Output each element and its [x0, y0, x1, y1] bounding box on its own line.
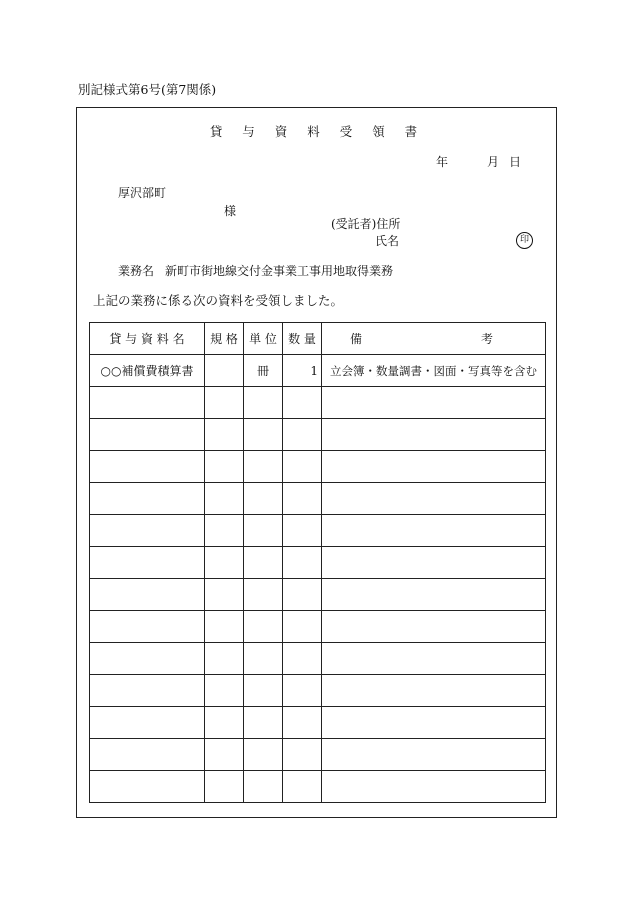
table-row [90, 451, 546, 483]
remarks-cell [322, 643, 546, 675]
table-row [90, 483, 546, 515]
material-name-cell [90, 675, 205, 707]
material-name-cell [90, 643, 205, 675]
quantity-cell [283, 387, 322, 419]
seal-mark-icon: 印 [516, 232, 533, 249]
table-row [90, 771, 546, 803]
material-name-cell [90, 483, 205, 515]
material-name-cell [90, 739, 205, 771]
form-label: 別記様式第6号(第7関係) [78, 82, 217, 97]
unit-cell [244, 739, 283, 771]
remarks-cell [322, 771, 546, 803]
material-name-cell [90, 515, 205, 547]
quantity-cell [283, 419, 322, 451]
unit-cell [244, 643, 283, 675]
unit-cell [244, 675, 283, 707]
unit-cell: 冊 [244, 355, 283, 387]
table-row [90, 643, 546, 675]
trustee-name-label: 氏名 [375, 234, 400, 248]
remarks-cell [322, 387, 546, 419]
material-name-cell [90, 771, 205, 803]
table-row [90, 419, 546, 451]
header-remarks-part-1: 備 [350, 332, 363, 346]
header-remarks-part-2: 考 [480, 332, 493, 346]
quantity-cell [283, 579, 322, 611]
project-label: 業務名 [118, 264, 155, 278]
header-quantity: 数 量 [283, 323, 322, 355]
remarks-cell [322, 515, 546, 547]
table-row [90, 675, 546, 707]
remarks-cell [322, 547, 546, 579]
unit-cell [244, 387, 283, 419]
quantity-cell [283, 451, 322, 483]
table-header-row [90, 323, 546, 355]
remarks-cell [322, 611, 546, 643]
remarks-cell [322, 451, 546, 483]
receipt-form [76, 107, 557, 818]
table-row [90, 387, 546, 419]
remarks-cell [322, 579, 546, 611]
spec-cell [205, 739, 244, 771]
header-spec: 規 格 [205, 323, 244, 355]
spec-cell [205, 611, 244, 643]
quantity-cell [283, 547, 322, 579]
remarks-cell [322, 675, 546, 707]
material-name-cell [90, 611, 205, 643]
unit-cell [244, 611, 283, 643]
material-name-cell: ○○補償費積算書 [90, 355, 205, 387]
spec-cell [205, 675, 244, 707]
unit-cell [244, 707, 283, 739]
table-row [90, 739, 546, 771]
spec-cell [205, 419, 244, 451]
spec-cell [205, 643, 244, 675]
quantity-cell [283, 483, 322, 515]
table-row [90, 579, 546, 611]
header-unit: 単 位 [244, 323, 283, 355]
table-row [90, 707, 546, 739]
unit-cell [244, 419, 283, 451]
unit-cell [244, 515, 283, 547]
spec-cell [205, 387, 244, 419]
quantity-cell [283, 739, 322, 771]
spec-cell [205, 515, 244, 547]
date-day-label: 日 [509, 155, 522, 169]
date-year-label: 年 [436, 155, 449, 169]
spec-cell [205, 707, 244, 739]
quantity-cell [283, 611, 322, 643]
header-material-name: 貸 与 資 料 名 [90, 323, 205, 355]
unit-cell [244, 771, 283, 803]
material-name-cell [90, 387, 205, 419]
spec-cell [205, 451, 244, 483]
spec-cell [205, 355, 244, 387]
trustee-address-label: (受託者)住所 [331, 217, 401, 231]
table-row [90, 547, 546, 579]
document-title: 貸 与 資 料 受 領 書 [209, 124, 426, 139]
quantity-cell: 1 [283, 355, 322, 387]
materials-table [89, 322, 546, 803]
spec-cell [205, 579, 244, 611]
table-row [90, 611, 546, 643]
quantity-cell [283, 707, 322, 739]
material-name-cell [90, 707, 205, 739]
spec-cell [205, 771, 244, 803]
quantity-cell [283, 643, 322, 675]
remarks-cell [322, 707, 546, 739]
table-row [90, 355, 546, 387]
unit-cell [244, 451, 283, 483]
unit-cell [244, 483, 283, 515]
remarks-cell: 立会簿・数量調書・図面・写真等を含む [322, 355, 546, 387]
table-row [90, 515, 546, 547]
quantity-cell [283, 771, 322, 803]
header-remarks [322, 323, 546, 355]
recipient-honorific: 様 [224, 204, 237, 218]
material-name-cell [90, 451, 205, 483]
unit-cell [244, 579, 283, 611]
remarks-cell [322, 483, 546, 515]
spec-cell [205, 483, 244, 515]
material-name-cell [90, 547, 205, 579]
quantity-cell [283, 675, 322, 707]
material-name-cell [90, 579, 205, 611]
spec-cell [205, 547, 244, 579]
remarks-cell [322, 419, 546, 451]
quantity-cell [283, 515, 322, 547]
receipt-statement: 上記の業務に係る次の資料を受領しました。 [93, 293, 344, 308]
date-month-label: 月 [487, 155, 500, 169]
material-name-cell [90, 419, 205, 451]
recipient-name: 厚沢部町 [118, 186, 167, 200]
project-name: 新町市街地線交付金事業工事用地取得業務 [165, 264, 394, 278]
unit-cell [244, 547, 283, 579]
remarks-cell [322, 739, 546, 771]
